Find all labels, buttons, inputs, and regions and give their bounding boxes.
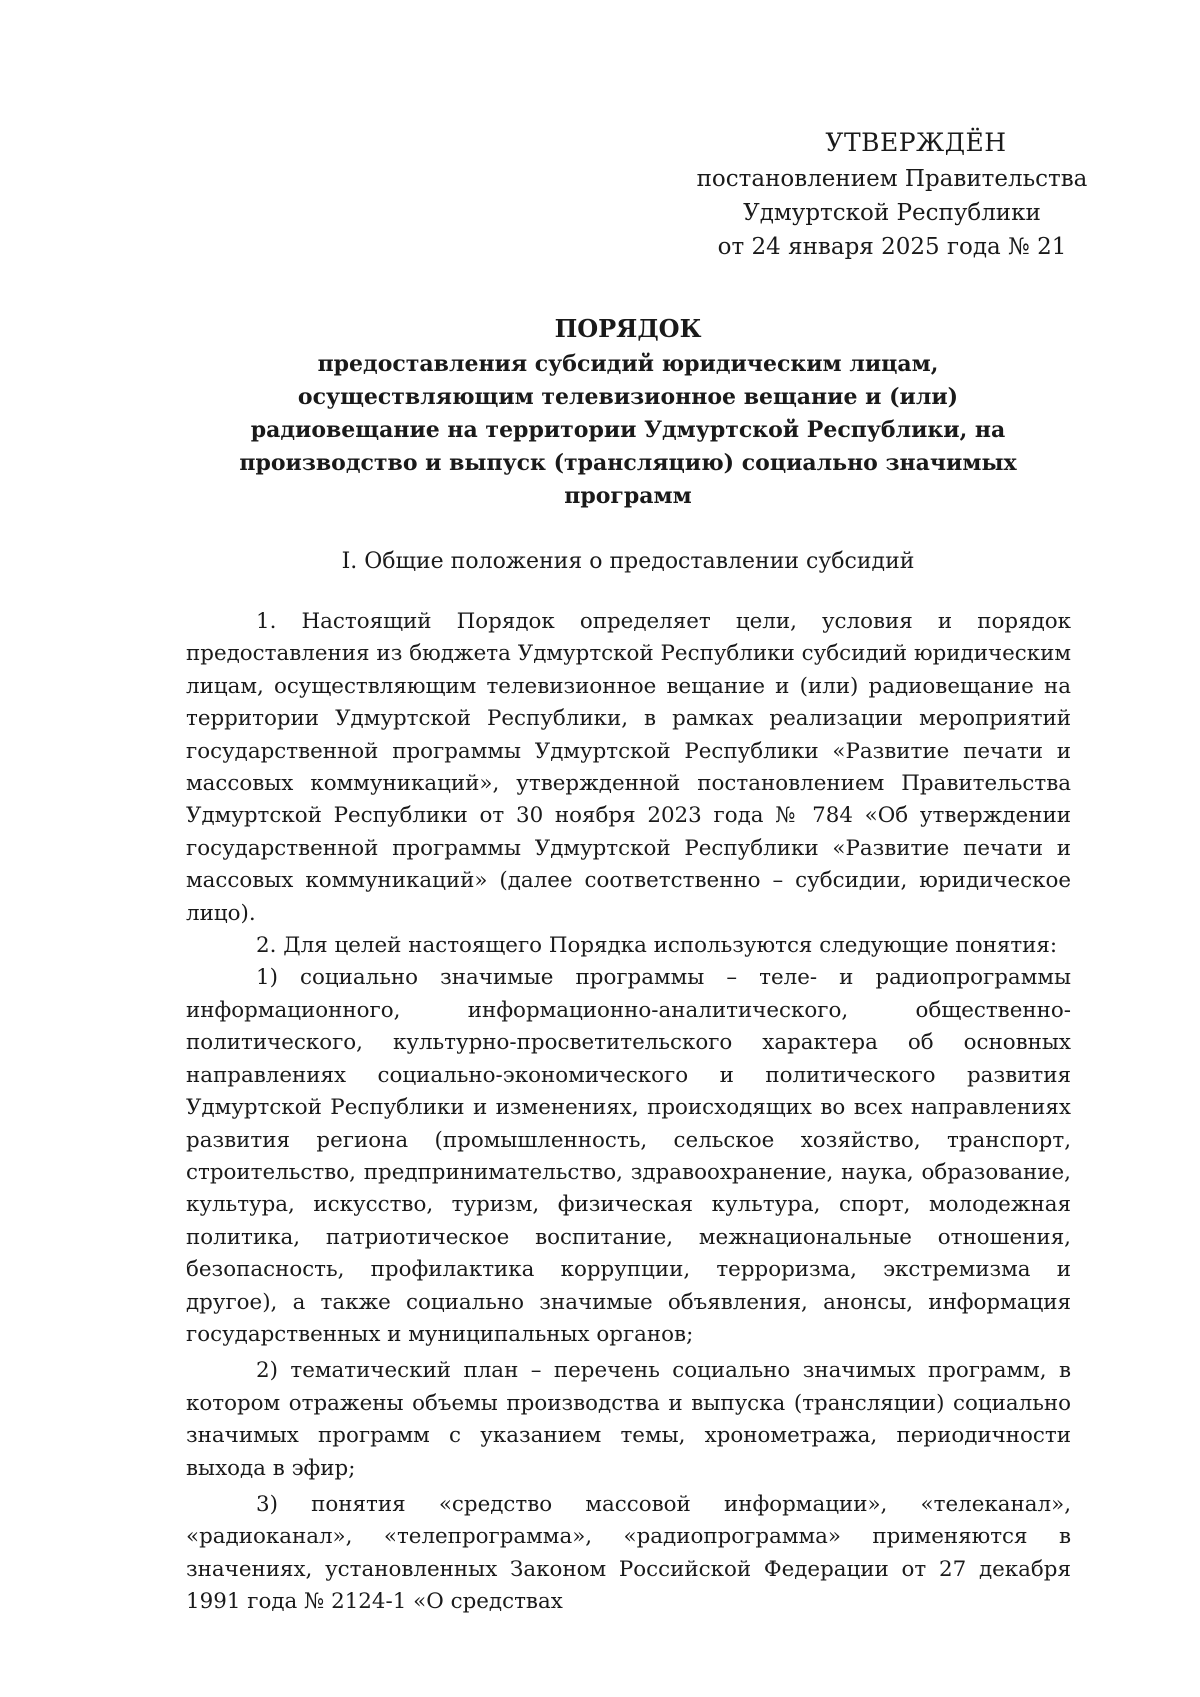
paragraph-2: 2. Для целей настоящего Порядка используются следующие понятия: — [256, 933, 1058, 959]
section-heading: I. Общие положения о предоставлении субсидий — [341, 549, 915, 574]
document-title-block — [175, 312, 1081, 513]
document-body — [186, 606, 1071, 1619]
approval-date-number: от 24 января 2025 года № 21 — [717, 234, 1067, 260]
approved-label: УТВЕРЖДЁН — [825, 128, 1007, 157]
approval-region: Удмуртской Республики — [743, 200, 1041, 226]
document-subtitle: предоставления субсидий юридическим лицам, осуществляющим телевизионное вещание и (или) радиовещание на территории Удмуртской Республики, на производство и выпуск (трансляцию) социально значимых программ — [239, 351, 1017, 509]
paragraph-2-item-2: 2) тематический план – перечень социально значимых программ, в котором отражены объемы производства и выпуска (трансляции) социально значимых программ с указанием темы, хронометража, периодичности выхода в эфир; — [186, 1358, 1071, 1481]
approval-stamp-block — [672, 126, 1112, 264]
paragraph-2-item-3: 3) понятия «средство массовой информации», «телеканал», «радиоканал», «телепрограмма», «радиопрограмма» применяются в значениях, установленных Законом Российской Федерации от 27 декабря 1991 года № 2124-1 «О средствах — [186, 1491, 1071, 1615]
document-title: ПОРЯДОК — [554, 314, 702, 343]
paragraph-2-item-1: 1) социально значимые программы – теле- и радиопрограммы информационного, информационно-аналитического, общественно-политического, культурно-просветительского характера об основных направлениях социально-экономического и политического развития Удмуртской Республики и изменениях, происходящих во всех направлениях развития региона (промышленность, сельское хозяйство, транспорт, строительство, предпринимательство, здравоохранение, наука, образование, культура, искусство, туризм, физическая культура, спорт, молодежная политика, патриотическое воспитание, межнациональные отношения, безопасность, профилактика коррупции, терроризма, экстремизма и другое), а также социально значимые объявления, анонсы, информация государственных и муниципальных органов; — [186, 965, 1071, 1347]
approval-authority: постановлением Правительства — [696, 166, 1088, 192]
paragraph-1: 1. Настоящий Порядок определяет цели, условия и порядок предоставления из бюджета Удмуртской Республики субсидий юридическим лицам, осуществляющим телевизионное вещание и (или) радиовещание на территории Удмуртской Республики, в рамках реализации мероприятий государственной программы Удмуртской Республики «Развитие печати и массовых коммуникаций», утвержденной постановлением Правительства Удмуртской Республики от 30 ноября 2023 года № 784 «Об утверждении государственной программы Удмуртской Республики «Развитие печати и массовых коммуникаций» (далее соответственно – субсидии, юридическое лицо). — [186, 609, 1071, 926]
